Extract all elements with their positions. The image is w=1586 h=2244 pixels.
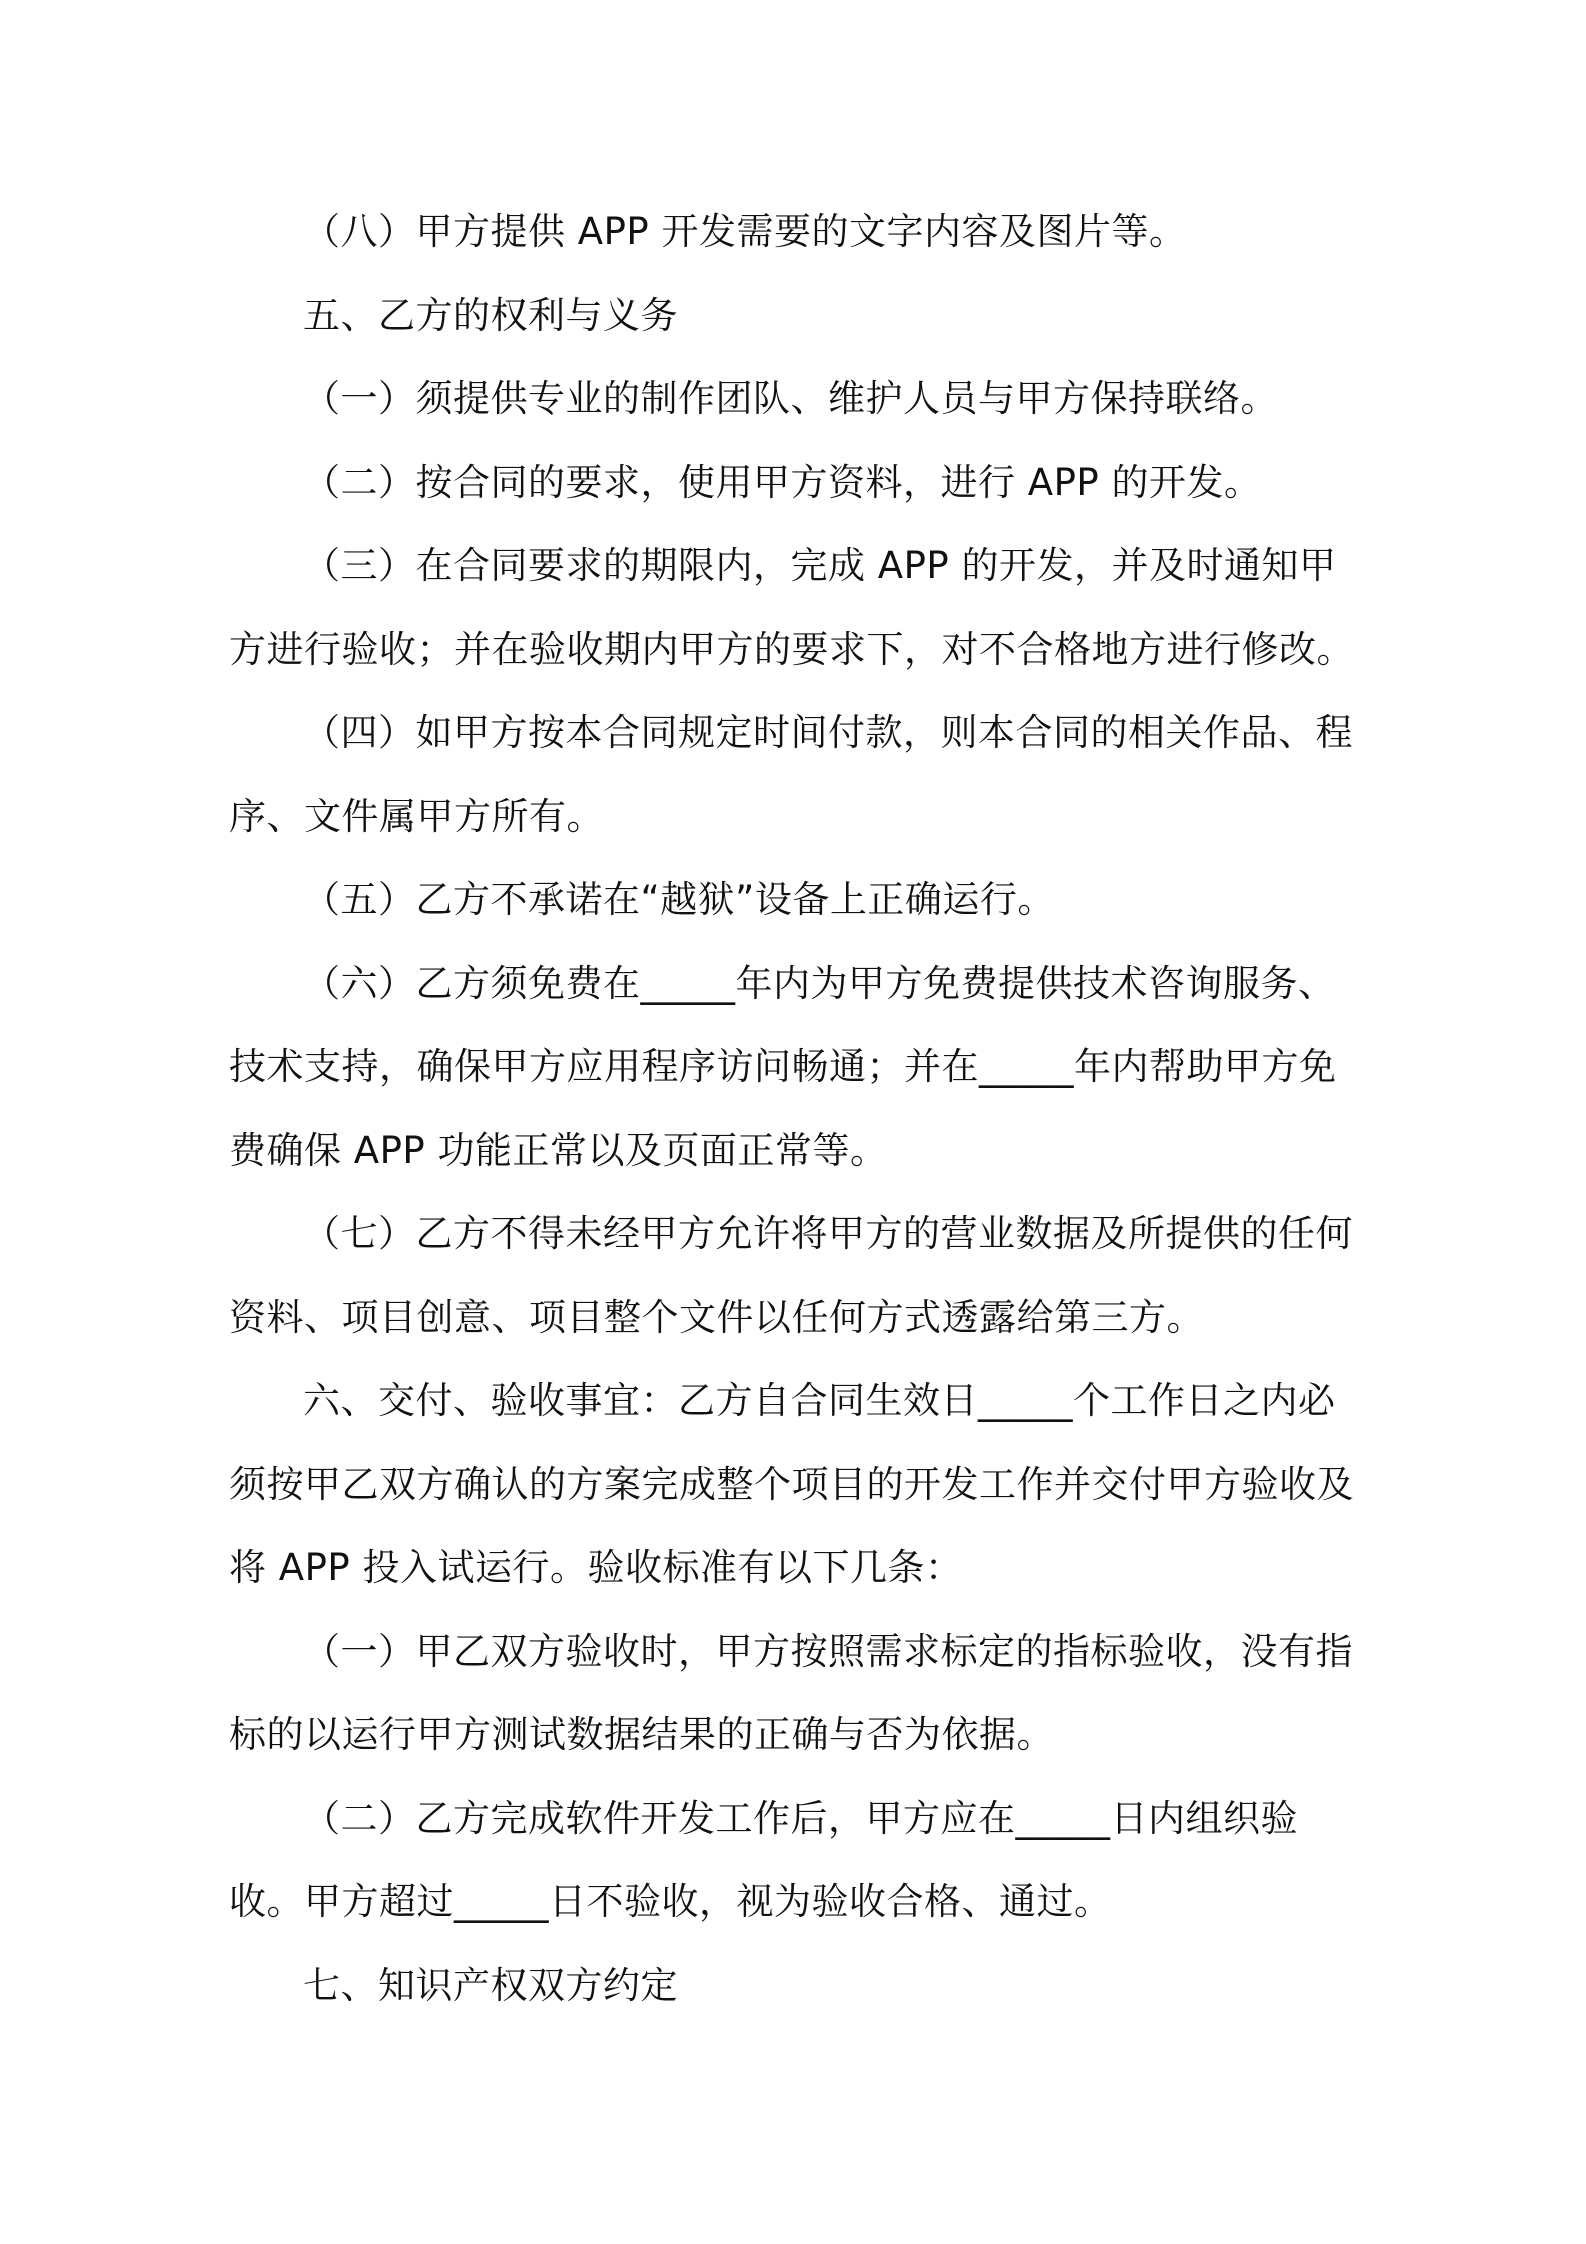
clause-5-item-4: （四）如甲方按本合同规定时间付款，则本合同的相关作品、程序、文件属甲方所有。 bbox=[229, 711, 1353, 838]
clause-5-item-3: （三）在合同要求的期限内，完成 APP 的开发，并及时通知甲方进行验收；并在验收期内甲方的要求下，对不合格地方进行修改。 bbox=[229, 544, 1354, 671]
clause-5-item-2: （二）按合同的要求，使用甲方资料，进行 APP 的开发。 bbox=[303, 460, 1262, 504]
clause-6-item-1: （一）甲乙双方验收时，甲方按照需求标定的指标验收，没有指标的以运行甲方测试数据结果的正确与否为依据。 bbox=[229, 1629, 1353, 1756]
document-body bbox=[229, 190, 1371, 2027]
clause-5-item-1: （一）须提供专业的制作团队、维护人员与甲方保持联络。 bbox=[303, 377, 1278, 420]
clause-5-item-7: （七）乙方不得未经甲方允许将甲方的营业数据及所提供的任何资料、项目创意、项目整个文件以任何方式透露给第三方。 bbox=[229, 1212, 1353, 1339]
clause-5-item-6: （六）乙方须免费在_____年内为甲方免费提供技术咨询服务、技术支持，确保甲方应用程序访问畅通；并在_____年内帮助甲方免费确保 APP 功能正常以及页面正常等。 bbox=[229, 961, 1337, 1172]
clause-4-item-8: （八）甲方提供 APP 开发需要的文字内容及图片等。 bbox=[303, 210, 1187, 253]
clause-5-item-5: （五）乙方不承诺在“越狱”设备上正确运行。 bbox=[303, 878, 1055, 921]
section-5-heading: 五、乙方的权利与义务 bbox=[303, 293, 678, 337]
section-7-heading: 七、知识产权双方约定 bbox=[303, 1963, 678, 2007]
clause-6-item-2: （二）乙方完成软件开发工作后，甲方应在_____日内组织验收。甲方超过_____日不验收，视为验收合格、通过。 bbox=[229, 1796, 1298, 1923]
section-6-delivery-acceptance: 六、交付、验收事宜：乙方自合同生效日_____个工作日之内必须按甲乙双方确认的方案完成整个项目的开发工作并交付甲方验收及将 APP 投入试运行。验收标准有以下几条： bbox=[229, 1379, 1354, 1589]
